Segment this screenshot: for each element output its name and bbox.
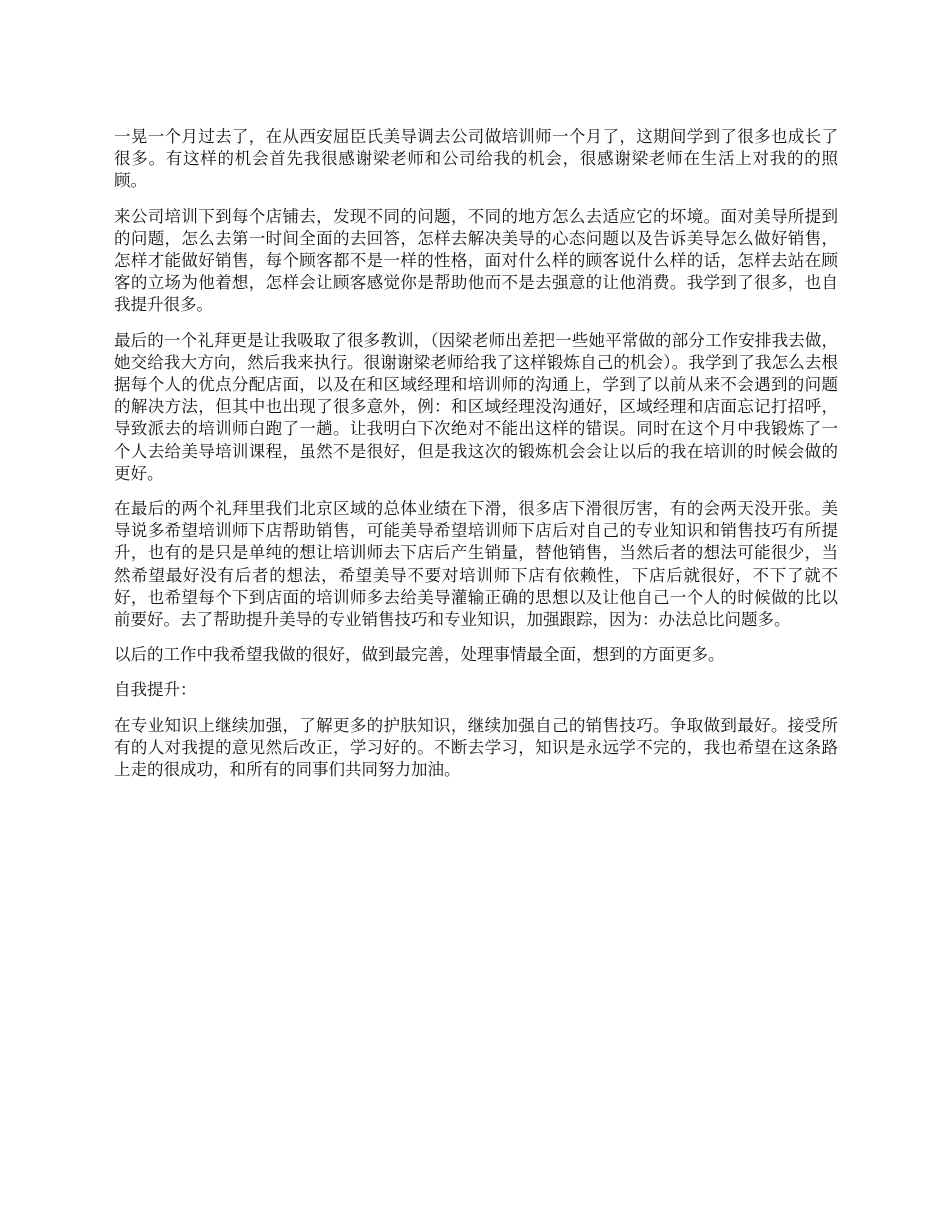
paragraph-2: 来公司培训下到每个店铺去，发现不同的问题，不同的地方怎么去适应它的坏境。面对美导所提到的问题，怎么去第一时间全面的去回答，怎样去解决美导的心态问题以及告诉美导怎么做好销售，怎样才能做好销售，每个顾客都不是一样的性格，面对什么样的顾客说什么样的话，怎样去站在顾客的立场为他着想，怎样会让顾客感觉你是帮助他而不是去强意的让他消费。我学到了很多，也自我提升很多。 <box>114 206 838 315</box>
paragraph-4: 在最后的两个礼拜里我们北京区域的总体业绩在下滑，很多店下滑很厉害，有的会两天没开张。美导说多希望培训师下店帮助销售，可能美导希望培训师下店后对自己的专业知识和销售技巧有所提升，也有的是只是单纯的想让培训师去下店后产生销量，替他销售，当然后者的想法可能很少，当然希望最好没有后者的想法，希望美导不要对培训师下店有依赖性，下店后就很好，不下了就不好，也希望每个下到店面的培训师多去给美导灌输正确的思想以及让他自己一个人的时候做的比以前要好。去了帮助提升美导的专业销售技巧和专业知识，加强跟踪，因为：办法总比问题多。 <box>114 499 838 630</box>
paragraph-7: 在专业知识上继续加强，了解更多的护肤知识，继续加强自己的销售技巧。争取做到最好。接受所有的人对我提的意见然后改正，学习好的。不断去学习，知识是永远学不完的，我也希望在这条路上走的很成功，和所有的同事们共同努力加油。 <box>114 715 838 780</box>
document-body <box>114 126 838 794</box>
section-heading-self-improvement: 自我提升： <box>114 680 197 700</box>
paragraph-1: 一晃一个月过去了，在从西安屈臣氏美导调去公司做培训师一个月了，这期间学到了很多也成长了很多。有这样的机会首先我很感谢梁老师和公司给我的机会，很感谢梁老师在生活上对我的的照顾。 <box>114 127 838 191</box>
paragraph-5: 以后的工作中我希望我做的很好，做到最完善，处理事情最全面，想到的方面更多。 <box>114 645 725 665</box>
paragraph-3: 最后的一个礼拜更是让我吸取了很多教训，（因梁老师出差把一些她平常做的部分工作安排我去做，她交给我大方向，然后我来执行。很谢谢梁老师给我了这样锻炼自己的机会）。我学到了我怎么去根据每个人的优点分配店面，以及在和区域经理和培训师的沟通上，学到了以前从来不会遇到的问题的解决方法，但其中也出现了很多意外，例：和区域经理没沟通好，区域经理和店面忘记打招呼，导致派去的培训师白跑了一趟。让我明白下次绝对不能出这样的错误。同时在这个月中我锻炼了一个人去给美导培训课程，虽然不是很好，但是我这次的锻炼机会会让以后的我在培训的时候会做的更好。 <box>114 330 838 483</box>
